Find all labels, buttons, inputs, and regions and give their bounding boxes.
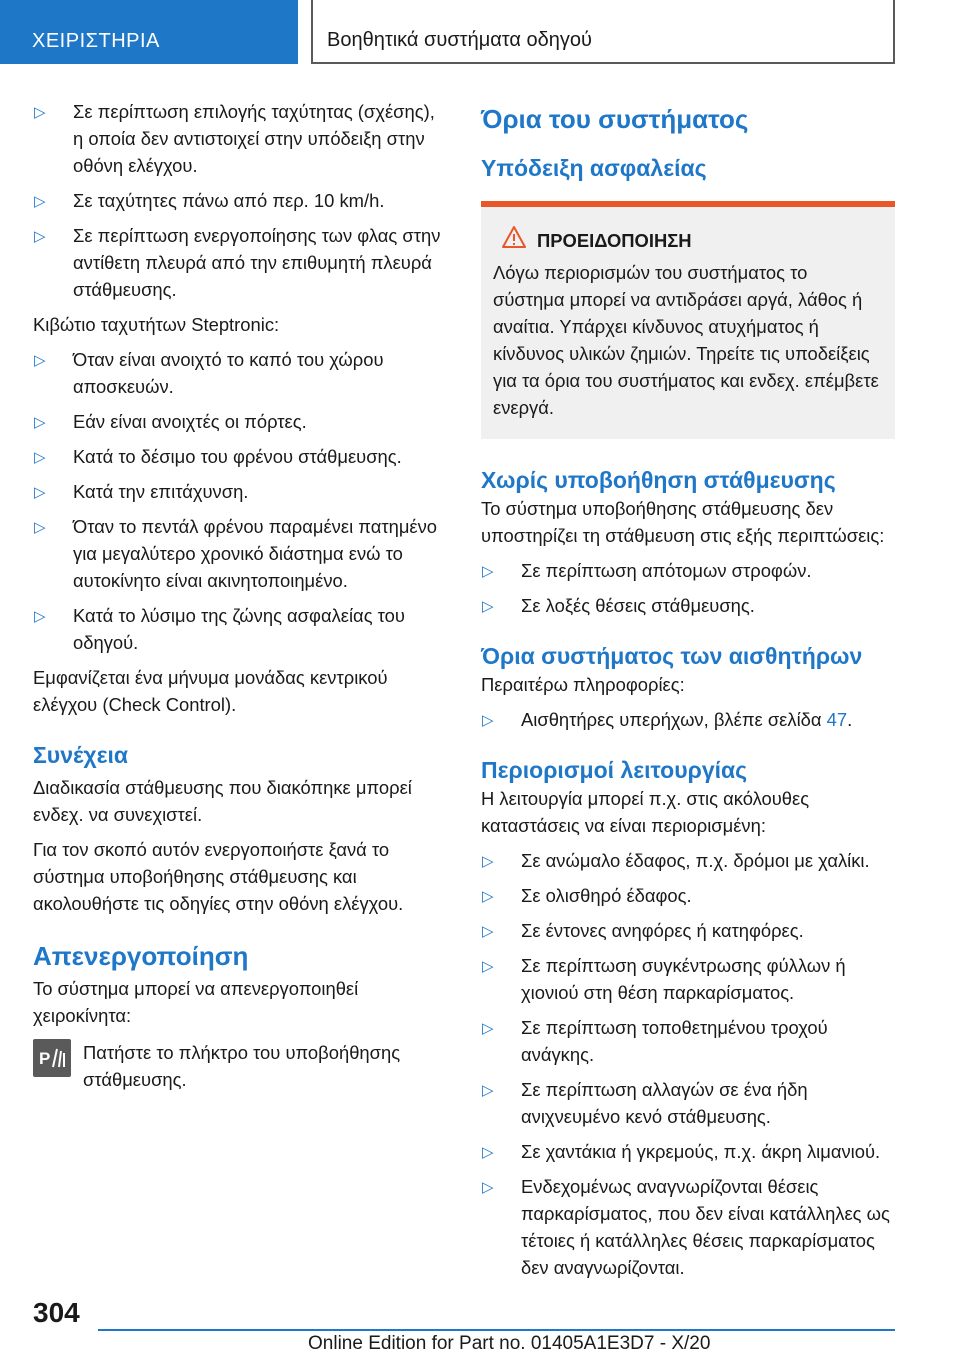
no-assist-paragraph: Το σύστημα υποβοήθησης στάθμευσης δεν υποστηρίζει τη στάθμευση στις εξής περιπτώσεις: — [481, 498, 885, 546]
triangle-right-icon: ▷ — [34, 484, 46, 501]
list-item: ▷ Σε χαντάκια ή γκρεμούς, π.χ. άκρη λιμανιού. — [481, 1138, 895, 1165]
list-item: ▷ Σε λοξές θέσεις στάθμευσης. — [481, 592, 895, 619]
warning-text: Λόγω περιορισμών του συστήματος το σύστημα μπορεί να αντιδράσει αργά, λάθος ή αναίτια. Υπάρχει κίνδυνος ατυχήματος ή κίνδυνος υλικών ζημιών. Τηρείτε τις υποδείξεις για τα όρια του συστήματος και ενδεχ. επέμβετε ενεργά. — [493, 262, 879, 418]
function-paragraph: Η λειτουργία μπορεί π.χ. στις ακόλουθες καταστάσεις να είναι περιορισμένη: — [481, 788, 810, 836]
page-number: 304 — [33, 1297, 80, 1328]
svg-text:P: P — [39, 1049, 51, 1068]
warning-header — [493, 229, 883, 253]
list-item: ▷ Σε περίπτωση απότομων στροφών. — [481, 557, 895, 584]
list-item: ▷ Ενδεχομένως αναγνωρίζονται θέσεις παρκαρίσματος, που δεν είναι κατάλληλες ως τέτοιες ή κατάλληλες θέσεις παρκαρίσματος δεν αναγνωρίζονται. — [482, 1176, 890, 1278]
triangle-right-icon: ▷ — [482, 712, 494, 729]
check-control-message: Εμφανίζεται ένα μήνυμα μονάδας κεντρικού ελέγχου (Check Control). — [33, 667, 388, 715]
triangle-right-icon: ▷ — [482, 598, 494, 615]
list-item: ▷ Σε ανώμαλο έδαφος, π.χ. δρόμοι με χαλίκι. — [481, 847, 895, 874]
list-item: ▷ Σε ταχύτητες πάνω από περ. 10 km/h. — [33, 187, 448, 214]
warning-triangle-icon — [501, 225, 527, 249]
list-item: ▷ Σε περίπτωση τοποθετημένου τροχού ανάγκης. — [482, 1017, 828, 1065]
triangle-right-icon: ▷ — [482, 1144, 494, 1161]
triangle-right-icon: ▷ — [34, 519, 46, 536]
steptronic-intro: Κιβώτιο ταχυτήτων Steptronic: — [33, 314, 280, 335]
list-item: ▷ Αισθητήρες υπερήχων, βλέπε σελίδα 47. — [481, 706, 895, 733]
triangle-right-icon: ▷ — [34, 608, 46, 625]
continue-paragraph-1: Διαδικασία στάθμευσης που διακόπηκε μπορεί ενδεχ. να συνεχιστεί. — [33, 777, 412, 825]
list-item: ▷ Όταν είναι ανοιχτό το καπό του χώρου αποσκευών. — [34, 349, 384, 397]
page-reference-link[interactable]: 47 — [826, 709, 848, 730]
triangle-right-icon: ▷ — [482, 958, 494, 975]
triangle-right-icon: ▷ — [482, 853, 494, 870]
deactivate-heading: Απενεργοποίηση — [33, 941, 249, 971]
list-item: ▷ Κατά το λύσιμο της ζώνης ασφαλείας του οδηγού. — [34, 605, 405, 653]
triangle-right-icon: ▷ — [482, 563, 494, 580]
chapter-title: Βοηθητικά συστήματα οδηγού — [327, 29, 592, 51]
sensor-limits-heading: Όρια συστήματος των αισθητήρων — [481, 643, 863, 669]
list-item: ▷ Σε περίπτωση αλλαγών σε ένα ήδη ανιχνευμένο κενό στάθμευσης. — [482, 1079, 808, 1127]
footer-divider — [98, 1329, 895, 1331]
list-item: ▷ Κατά την επιτάχυνση. — [33, 478, 448, 505]
triangle-right-icon: ▷ — [34, 449, 46, 466]
sensor-paragraph: Περαιτέρω πληροφορίες: — [481, 674, 685, 695]
section-tab — [0, 0, 298, 64]
left-column — [33, 98, 448, 1093]
triangle-right-icon: ▷ — [34, 228, 46, 245]
list-item: ▷ Σε ολισθηρό έδαφος. — [481, 882, 895, 909]
safety-heading: Υπόδειξη ασφαλείας — [481, 155, 707, 181]
triangle-right-icon: ▷ — [34, 104, 46, 121]
triangle-right-icon: ▷ — [482, 923, 494, 940]
triangle-right-icon: ▷ — [34, 352, 46, 369]
section-title: ΧΕΙΡΙΣΤΗΡΙΑ — [32, 30, 160, 52]
triangle-right-icon: ▷ — [34, 414, 46, 431]
chapter-tab — [311, 0, 895, 64]
list-item: ▷ Σε έντονες ανηφόρες ή κατηφόρες. — [481, 917, 895, 944]
function-limits-heading: Περιορισμοί λειτουργίας — [481, 757, 748, 783]
triangle-right-icon: ▷ — [482, 888, 494, 905]
deactivate-note-text: Πατήστε το πλήκτρο του υποβοήθησης στάθμευσης. — [83, 1042, 401, 1090]
continue-paragraph-2: Για τον σκοπό αυτόν ενεργοποιήστε ξανά το σύστημα υποβοήθησης στάθμευσης και ακολουθήστε τις οδηγίες στην οθόνη ελέγχου. — [33, 839, 404, 914]
continue-heading: Συνέχεια — [33, 742, 129, 768]
warning-box — [481, 201, 895, 439]
triangle-right-icon: ▷ — [482, 1082, 494, 1099]
list-item: ▷ Κατά το δέσιμο του φρένου στάθμευσης. — [33, 443, 448, 470]
limits-heading: Όρια του συστήματος — [481, 104, 749, 134]
triangle-right-icon: ▷ — [482, 1179, 494, 1196]
list-item: ▷ Σε περίπτωση ενεργοποίησης των φλας στην αντίθετη πλευρά από την επιθυμητή πλευρά στάθμευσης. — [34, 225, 441, 300]
warning-title: ΠΡΟΕΙΔΟΠΟΙΗΣΗ — [537, 230, 692, 251]
deactivate-paragraph: Το σύστημα μπορεί να απενεργοποιηθεί χειροκίνητα: — [33, 978, 359, 1026]
no-assist-heading: Χωρίς υποβοήθηση στάθμευσης — [481, 467, 836, 493]
triangle-right-icon: ▷ — [482, 1020, 494, 1037]
deactivate-note — [33, 1039, 448, 1093]
list-item: ▷ Όταν το πεντάλ φρένου παραμένει πατημένο για μεγαλύτερο χρονικό διάστημα ενώ το αυτοκίνητο είναι ακινητοποιημένο. — [34, 516, 438, 591]
list-item: ▷ Σε περίπτωση επιλογής ταχύτητας (σχέσης), η οποία δεν αντιστοιχεί στην υπόδειξη στην οθόνη ελέγχου. — [34, 101, 435, 176]
list-item: ▷ Σε περίπτωση συγκέντρωσης φύλλων ή χιονιού στη θέση παρκαρίσματος. — [482, 955, 846, 1003]
edition-note: Online Edition for Part no. 01405A1E3D7 - X/20 — [308, 1333, 711, 1354]
park-assist-button-icon — [33, 1039, 71, 1077]
right-column — [481, 102, 895, 1289]
list-item: ▷ Εάν είναι ανοιχτές οι πόρτες. — [33, 408, 448, 435]
triangle-right-icon: ▷ — [34, 193, 46, 210]
